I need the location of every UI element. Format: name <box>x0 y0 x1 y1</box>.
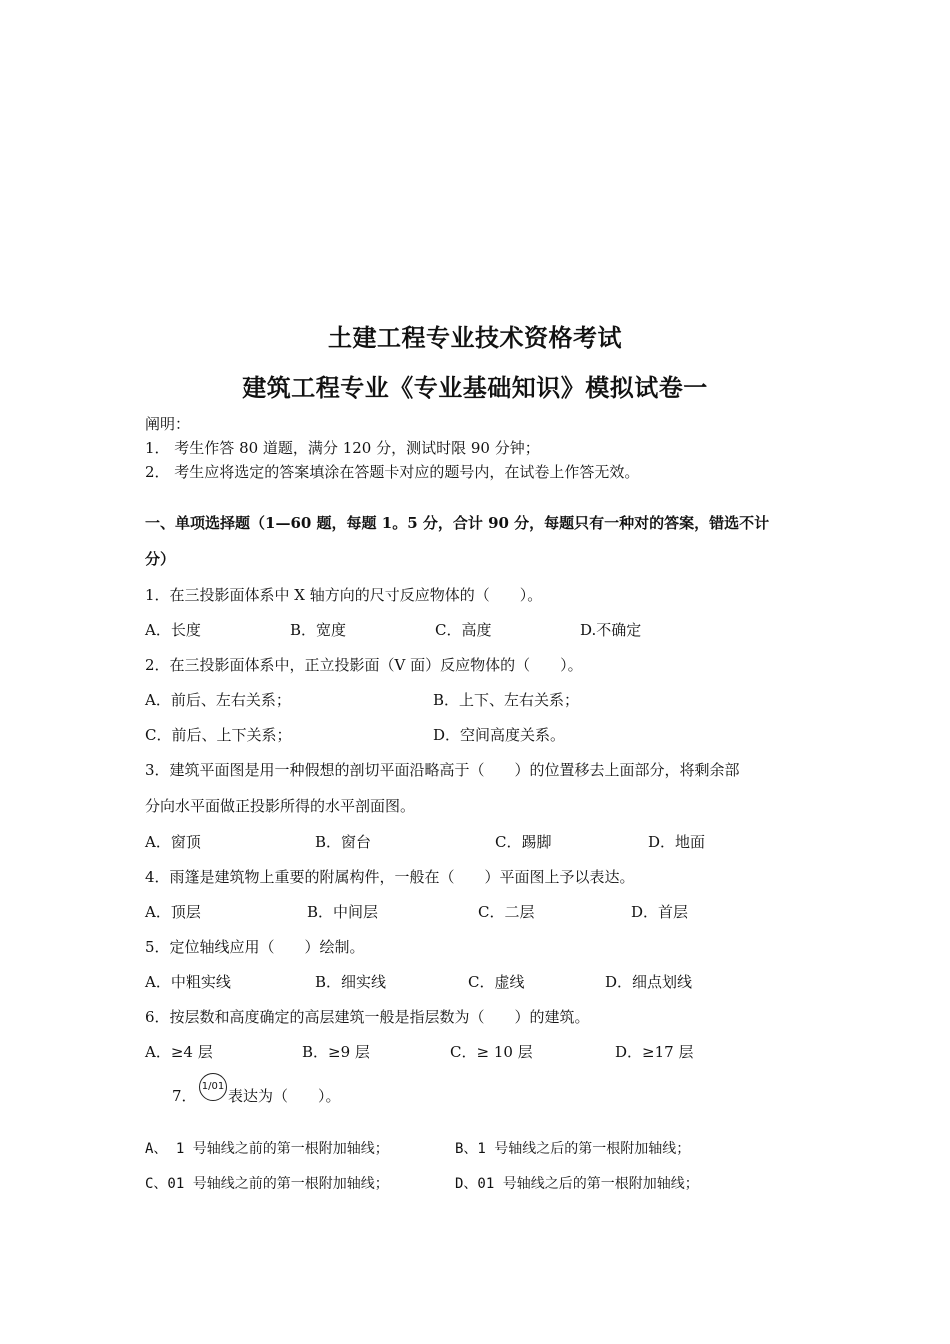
axis-label-circle-icon: 1/01 <box>199 1073 227 1101</box>
option-d: D．地面 <box>648 833 706 851</box>
option-d: D.不确定 <box>580 621 642 639</box>
option-c: C．虚线 <box>468 973 525 991</box>
question-1-stem: 1．在三投影面体系中 X 轴方向的尺寸反应物体的（ ）。 <box>145 586 543 604</box>
option-c: C．二层 <box>478 903 535 921</box>
section-heading-cont: 分） <box>145 550 176 568</box>
option-d: D、01 号轴线之后的第一根附加轴线； <box>455 1176 699 1192</box>
question-7-stem: 表达为（ ）。 <box>228 1087 341 1105</box>
option-b: B．宽度 <box>290 621 347 639</box>
option-d: D．细点划线 <box>605 973 693 991</box>
option-b: B、1 号轴线之后的第一根附加轴线； <box>455 1141 691 1157</box>
option-b: B．中间层 <box>307 903 379 921</box>
option-c: C．前后、上下关系； <box>145 726 292 744</box>
option-a: A．中粗实线 <box>145 973 231 991</box>
question-4-stem: 4．雨篷是建筑物上重要的附属构件，一般在（ ）平面图上予以表达。 <box>145 868 635 886</box>
option-a: A、 1 号轴线之前的第一根附加轴线； <box>145 1141 389 1157</box>
question-6-stem: 6．按层数和高度确定的高层建筑一般是指层数为（ ）的建筑。 <box>145 1008 590 1026</box>
option-b: B．≥9 层 <box>302 1043 370 1061</box>
option-a: A．≥4 层 <box>145 1043 213 1061</box>
option-c: C、01 号轴线之前的第一根附加轴线； <box>145 1176 389 1192</box>
option-d: D．≥17 层 <box>615 1043 694 1061</box>
question-3-stem: 3．建筑平面图是用一种假想的剖切平面沿略高于（ ）的位置移去上面部分，将剩余部 <box>145 761 740 779</box>
paper-title: 建筑工程专业《专业基础知识》模拟试卷一 <box>242 373 708 402</box>
note-item: 2． 考生应将选定的答案填涂在答题卡对应的题号内，在试卷上作答无效。 <box>145 463 640 481</box>
notes-heading: 阐明： <box>145 415 191 433</box>
question-3-stem-cont: 分向水平面做正投影所得的水平剖面图。 <box>145 797 416 815</box>
question-2-stem: 2．在三投影面体系中，正立投影面（V 面）反应物体的（ ）。 <box>145 656 583 674</box>
option-c: C．高度 <box>435 621 492 639</box>
section-heading: 一、单项选择题（1—60 题，每题 1。5 分，合计 90 分，每题只有一种对的答案，错选不计 <box>145 514 770 532</box>
option-a: A．长度 <box>145 621 201 639</box>
option-c: C．≥ 10 层 <box>450 1043 533 1061</box>
exam-title: 土建工程专业技术资格考试 <box>328 323 622 352</box>
option-a: A．顶层 <box>145 903 201 921</box>
option-d: D．空间高度关系。 <box>433 726 566 744</box>
option-a: A．窗顶 <box>145 833 201 851</box>
option-b: B．细实线 <box>315 973 387 991</box>
option-b: B．窗台 <box>315 833 372 851</box>
option-a: A．前后、左右关系； <box>145 691 291 709</box>
note-item: 1． 考生作答 80 道题，满分 120 分，测试时限 90 分钟； <box>145 439 540 457</box>
question-5-stem: 5．定位轴线应用（ ）绘制。 <box>145 938 365 956</box>
option-d: D．首层 <box>631 903 689 921</box>
question-7-number: 7． <box>172 1087 197 1105</box>
option-c: C．踢脚 <box>495 833 552 851</box>
option-b: B．上下、左右关系； <box>433 691 580 709</box>
